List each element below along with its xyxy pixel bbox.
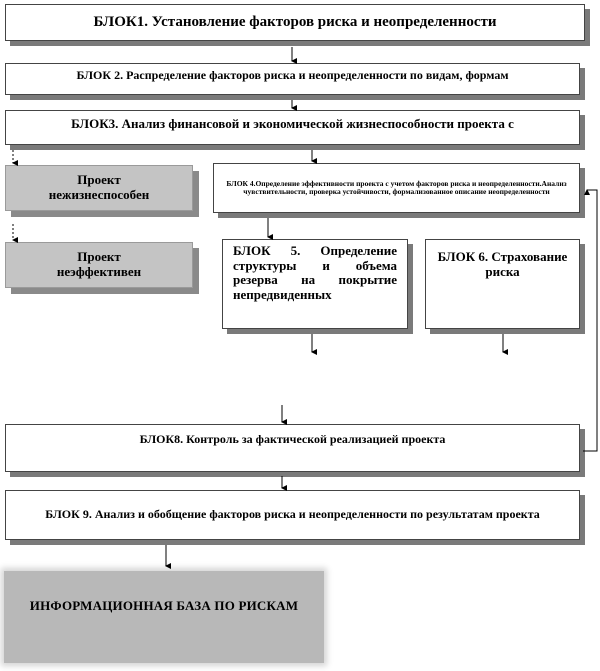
block-8-label: БЛОК8. Контроль за фактической реализацией проекта [139, 432, 446, 446]
block-5-label: БЛОК 5. Определение структуры и объема резерва на покрытие непредвиденных [233, 243, 397, 302]
project-not-viable-label: Проект нежизнеспособен [48, 172, 150, 202]
block-8 [5, 424, 580, 472]
feedback-b8-b4 [583, 190, 597, 451]
block-2-label: БЛОК 2. Распределение факторов риска и неопределенности по видам, формам [76, 68, 509, 82]
block-3 [5, 110, 580, 145]
block-9 [5, 490, 580, 540]
project-not-viable-box [5, 165, 193, 211]
block-1 [5, 4, 585, 41]
block-6-label: БЛОК 6. Страхование риска [437, 249, 568, 279]
block-2 [5, 63, 580, 95]
block-4-label: БЛОК 4.Определение эффективности проекта с учетом факторов риска и неопределенности.Анализ чувствительности, проверка устойчивости, формализованное описание неопределенности [226, 178, 567, 196]
project-not-effective-box [5, 242, 193, 288]
block-3-label: БЛОК3. Анализ финансовой и экономической жизнеспособности проекта с [71, 116, 514, 131]
info-base-label: ИНФОРМАЦИОННАЯ БАЗА ПО РИСКАМ [29, 598, 299, 613]
block-6 [425, 239, 580, 329]
block-5 [222, 239, 408, 329]
block-4 [213, 163, 580, 213]
project-not-effective-label: Проект неэффективен [56, 249, 142, 279]
block-1-label: БЛОК1. Установление факторов риска и неопределенности [93, 14, 497, 31]
block-9-label: БЛОК 9. Анализ и обобщение факторов риска и неопределенности по результатам проекта [45, 507, 540, 522]
